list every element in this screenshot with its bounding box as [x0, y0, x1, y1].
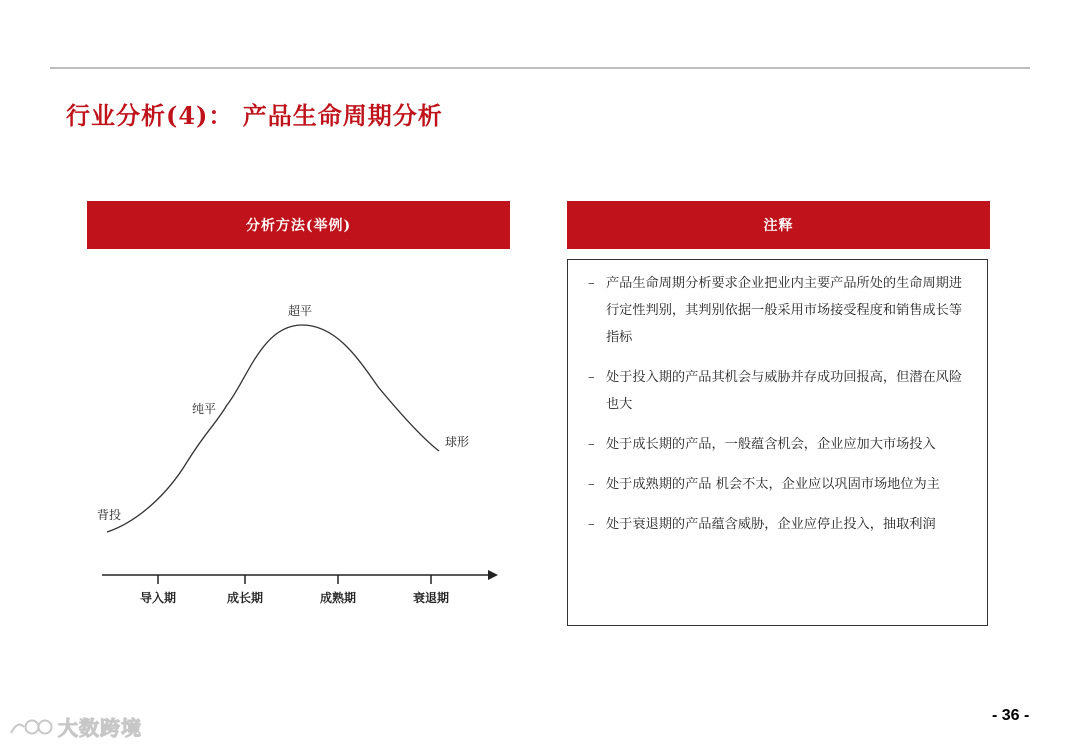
bullet-dash: –: [588, 276, 595, 291]
bullet-dash: –: [588, 437, 595, 452]
curve-label-rear-projection: 背投: [97, 508, 122, 522]
note-text: 处于成长期的产品，一般蕴含机会，企业应加大市场投入: [606, 437, 936, 452]
watermark-logo-icon: [8, 714, 54, 740]
notes-box: [567, 259, 988, 626]
stage-label-growth: 成长期: [226, 591, 264, 605]
stage-label-introduction: 导入期: [139, 591, 177, 605]
note-text: 产品生命周期分析要求企业把业内主要产品所处的生命周期进行定性判别，其判别依据一般采用市场接受程度和销售成长等指标: [606, 276, 963, 345]
curve-label-flat: 纯平: [192, 402, 217, 416]
notes-list: [588, 270, 969, 538]
axis-arrowhead: [488, 570, 498, 580]
bullet-dash: –: [588, 477, 595, 492]
product-lifecycle-diagram: [87, 280, 510, 620]
note-item: [588, 471, 969, 498]
note-item: [588, 270, 969, 351]
note-text: 处于投入期的产品其机会与威胁并存成功回报高，但潜在风险也大: [606, 370, 963, 412]
curve-label-spherical: 球形: [445, 435, 470, 449]
page-title: 行业分析(4)： 产品生命周期分析: [66, 101, 443, 130]
stage-label-decline: 衰退期: [412, 591, 450, 605]
note-item: [588, 364, 969, 418]
note-text: 处于衰退期的产品蕴含威胁，企业应停止投入，抽取利润: [606, 517, 936, 532]
watermark: [8, 712, 142, 741]
curve-label-ultra-flat: 超平: [288, 304, 313, 318]
lifecycle-curve: [107, 325, 439, 532]
analysis-method-header: 分析方法(举例): [87, 201, 510, 249]
notes-header: 注释: [567, 201, 990, 249]
page-number: - 36 -: [992, 707, 1030, 724]
top-divider: [50, 67, 1030, 69]
note-item: [588, 431, 969, 458]
watermark-text: 大数跨境: [58, 716, 142, 740]
bullet-dash: –: [588, 370, 595, 385]
note-text: 处于成熟期的产品 机会不太，企业应以巩固市场地位为主: [606, 477, 940, 492]
stage-label-maturity: 成熟期: [319, 591, 357, 605]
bullet-dash: –: [588, 517, 595, 532]
note-item: [588, 511, 969, 538]
